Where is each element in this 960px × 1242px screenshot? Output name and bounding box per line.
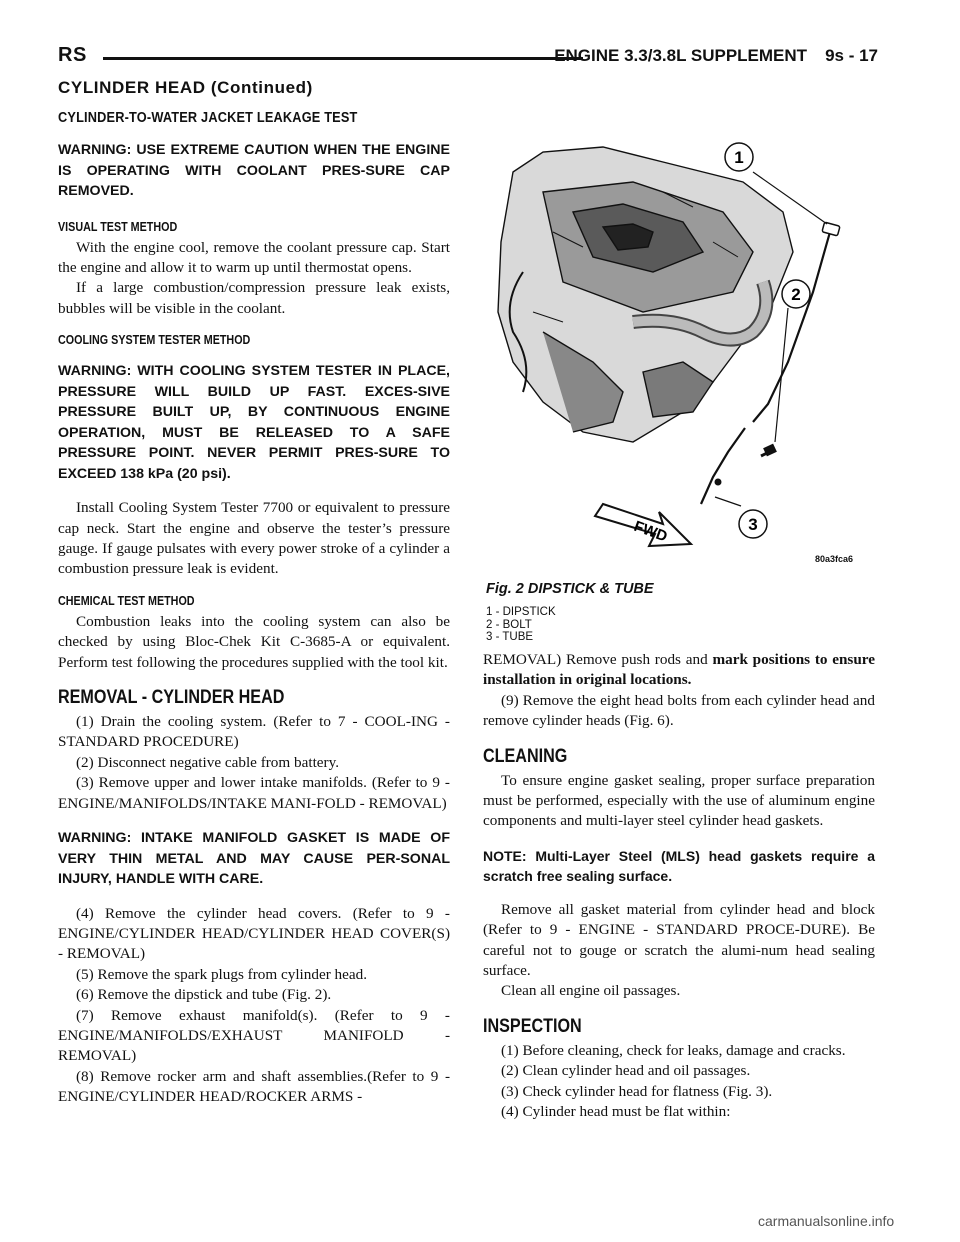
removal-step-9: (9) Remove the eight head bolts from each cylinder head and remove cylinder heads (Fig. 6).	[483, 691, 875, 730]
inspection-step-1: (1) Before cleaning, check for leaks, damage and cracks.	[501, 1041, 846, 1059]
warning-intake-gasket: WARNING: INTAKE MANIFOLD GASKET IS MADE OF VERY THIN METAL AND MAY CAUSE PER-SONAL INJURY, HANDLE WITH CARE.	[58, 830, 450, 887]
callout-3	[739, 510, 767, 538]
header-section-code: RS	[58, 44, 87, 66]
removal-step-4: (4) Remove the cylinder head covers. (Refer to 9 - ENGINE/CYLINDER HEAD/CYLINDER HEAD COVER(S) - REMOVAL)	[58, 904, 450, 963]
chemical-test-heading: CHEMICAL TEST METHOD	[58, 593, 195, 608]
figure-legend	[486, 606, 556, 644]
engine-illustration	[498, 147, 793, 442]
cleaning-paragraph-3: Clean all engine oil passages.	[501, 982, 681, 1000]
removal-step-3: (3) Remove upper and lower intake manifolds. (Refer to 9 - ENGINE/MANIFOLDS/INTAKE MANI-FOLD - REMOVAL)	[58, 774, 450, 812]
removal-step-1: (1) Drain the cooling system. (Refer to 7 - COOL-ING - STANDARD PROCEDURE)	[58, 712, 450, 751]
visual-test-paragraph-2: If a large combustion/compression pressure leak exists, bubbles will be visible in the coolant.	[58, 279, 450, 317]
chemical-test-paragraph: Combustion leaks into the cooling system can also be checked by using Bloc-Chek Kit C-3685-A or equivalent. Perform test following the procedures supplied with the tool kit.	[58, 612, 450, 671]
cleaning-heading: CLEANING	[483, 745, 568, 767]
header-rule	[103, 57, 583, 60]
removal-step-6: (6) Remove the dipstick and tube (Fig. 2).	[76, 986, 332, 1004]
step-8-text: REMOVAL) Remove push rods and	[483, 651, 708, 668]
page-number: 9s - 17	[825, 46, 878, 65]
fwd-label: FWD	[631, 517, 670, 546]
callout-2-label: 2	[791, 285, 801, 304]
removal-step-8: (8) Remove rocker arm and shaft assemblies.(Refer to 9 - ENGINE/CYLINDER HEAD/ROCKER ARMS -	[58, 1067, 450, 1106]
watermark: carmanualsonline.info	[758, 1213, 895, 1229]
header-title-block	[554, 46, 878, 66]
figure-caption: Fig. 2 DIPSTICK & TUBE	[486, 581, 654, 597]
cooling-tester-paragraph: Install Cooling System Tester 7700 or equivalent to pressure cap neck. Start the engine and observe the tester’s pressure gauge. If gauge pulsates with every power stroke of a cylinder a combustion pressure leak is evident.	[58, 499, 450, 578]
figure-code: 80a3fca6	[815, 554, 854, 564]
inspection-step-2: (2) Clean cylinder head and oil passages.	[501, 1062, 751, 1080]
removal-step-5: (5) Remove the spark plugs from cylinder head.	[76, 965, 368, 983]
removal-heading: REMOVAL - CYLINDER HEAD	[58, 686, 285, 708]
legend-item: 1 - DIPSTICK	[486, 606, 556, 618]
callout-2	[782, 280, 810, 308]
callout-1-label: 1	[734, 148, 744, 167]
cleaning-paragraph-2: Remove all gasket material from cylinder head and block (Refer to 9 - ENGINE - STANDARD PROCE-DURE). Be careful not to gouge or scratch the alumi-num head sealing surface.	[483, 900, 875, 980]
step-8-emphasis: mark positions to ensure installation in original locations.	[483, 651, 876, 689]
header-title: ENGINE 3.3/3.8L SUPPLEMENT	[554, 46, 808, 65]
fwd-arrow	[595, 504, 691, 546]
figure-dipstick-tube	[483, 132, 883, 568]
callout-3-label: 3	[748, 515, 758, 534]
left-column	[58, 110, 450, 1108]
cooling-tester-heading: COOLING SYSTEM TESTER METHOD	[58, 333, 251, 348]
continued-heading: CYLINDER HEAD (Continued)	[58, 78, 313, 97]
inspection-step-4: (4) Cylinder head must be flat within:	[501, 1103, 731, 1121]
removal-step-7: (7) Remove exhaust manifold(s). (Refer to 9 - ENGINE/MANIFOLDS/EXHAUST MANIFOLD - REMOVAL)	[58, 1006, 450, 1065]
visual-test-heading: VISUAL TEST METHOD	[58, 219, 178, 234]
legend-item: 3 - TUBE	[486, 631, 534, 644]
dipstick-tube	[701, 428, 745, 504]
inspection-step-3: (3) Check cylinder head for flatness (Fig. 3).	[501, 1082, 773, 1100]
inspection-heading: INSPECTION	[483, 1015, 582, 1037]
right-column	[483, 650, 875, 1123]
leakage-test-heading: CYLINDER-TO-WATER JACKET LEAKAGE TEST	[58, 110, 358, 126]
visual-test-paragraph-1: With the engine cool, remove the coolant pressure cap. Start the engine and allow it to warm up until thermostat opens.	[58, 238, 450, 276]
cleaning-paragraph-1: To ensure engine gasket sealing, proper surface preparation must be performed, especially with the use of aluminum engine components and multi-layer steel cylinder head gaskets.	[483, 771, 875, 830]
callout-1	[725, 143, 753, 171]
legend-item: 2 - BOLT	[486, 618, 532, 631]
warning-cooling-tester: WARNING: WITH COOLING SYSTEM TESTER IN PLACE, PRESSURE WILL BUILD UP FAST. EXCES-SIVE PRESSURE BUILT UP, BY CONTINUOUS ENGINE OPERATION, MUST BE RELEASED TO A SAFE PRESSURE POINT. NEVER PERMIT PRES-SURE TO EXCEED 138 kPa (20 psi).	[58, 363, 450, 482]
note-mls-gaskets: NOTE: Multi-Layer Steel (MLS) head gaskets require a scratch free sealing surface.	[483, 847, 875, 884]
removal-step-2: (2) Disconnect negative cable from battery.	[76, 753, 339, 771]
warning-coolant-cap: WARNING: USE EXTREME CAUTION WHEN THE ENGINE IS OPERATING WITH COOLANT PRES-SURE CAP REMOVED.	[58, 142, 450, 199]
bolt	[761, 444, 776, 456]
removal-step-8-continued	[483, 650, 875, 691]
page-header	[58, 44, 878, 70]
